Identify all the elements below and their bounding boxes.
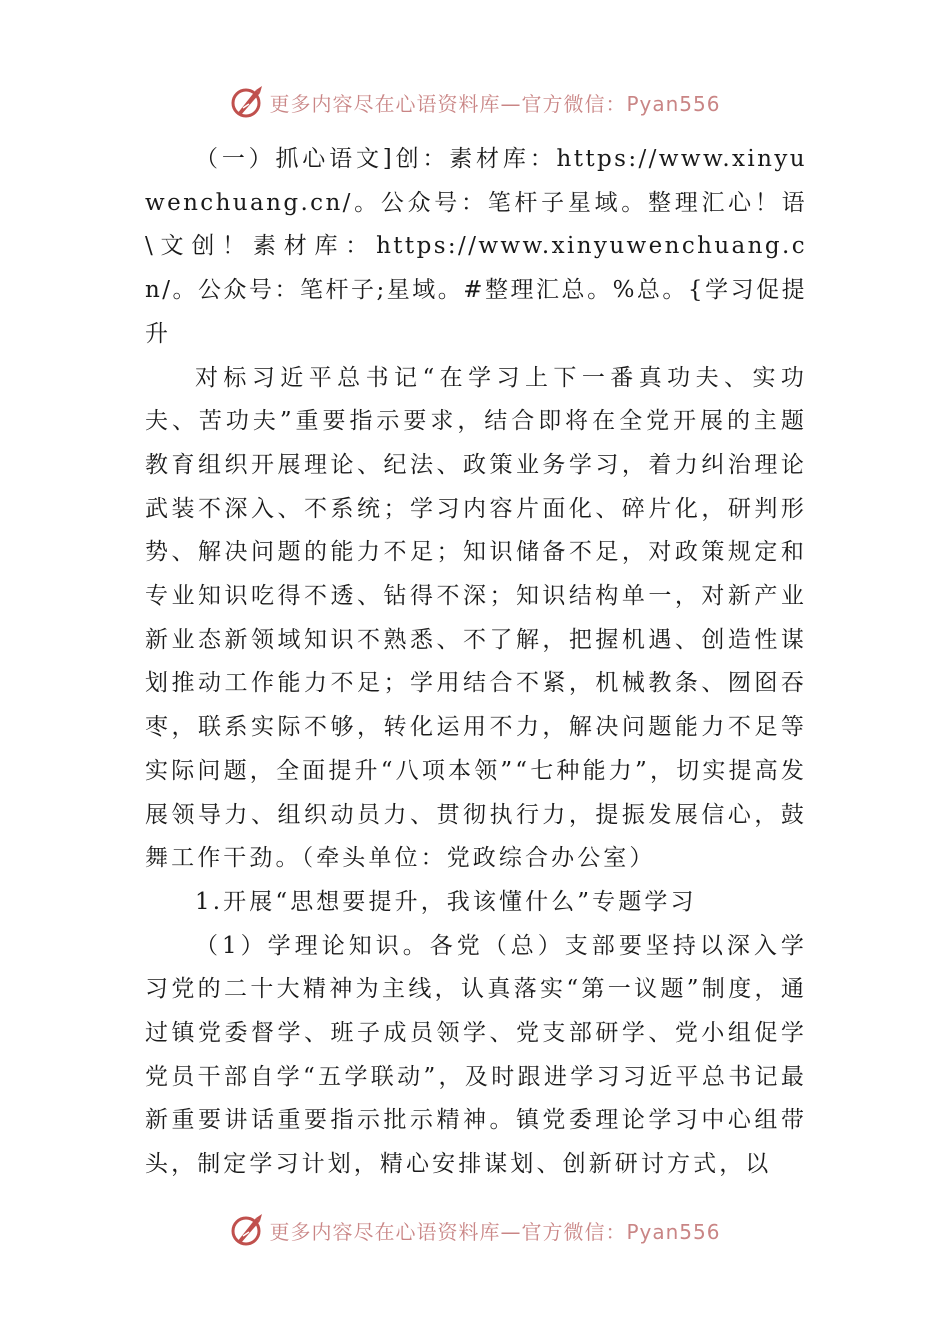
banner-text: 更多内容尽在心语资料库—官方微信：Pyan556 — [269, 91, 721, 116]
footer-banner — [0, 1208, 950, 1252]
subheading-1: 1.开展“思想要提升，我该懂什么”专题学习 — [195, 888, 697, 915]
quill-logo-icon — [229, 1212, 265, 1248]
paragraph-body: 对标习近平总书记“在学习上下一番真功夫、实功夫、苦功夫”重要指示要求，结合即将在全党开展的主题教育组织开展理论、纪法、政策业务学习，着力纠治理论武装不深入、不系统；学习内容片面化、碎片化，研判形势、解决问题的能力不足；知识储备不足，对政策规定和专业知识吃得不透、钻得不深；知识结构单一，对新产业新业态新领域知识不熟悉、不了解，把握机遇、创造性谋划推动工作能力不足；学用结合不紧，机械教条、囫囵吞枣，联系实际不够，转化运用不力，解决问题能力不足等实际问题，全面提升“八项本领”“七种能力”，切实提高发展领导力、组织动员力、贯彻执行力，提振发展信心，鼓舞工作干劲。（牵头单位：党政综合办公室） — [145, 364, 807, 872]
quill-logo-icon — [229, 84, 265, 120]
document-body — [145, 138, 807, 1187]
header-banner — [0, 80, 950, 124]
banner-text: 更多内容尽在心语资料库—官方微信：Pyan556 — [269, 1219, 721, 1244]
paragraph-item-1: （1）学理论知识。各党（总）支部要坚持以深入学习党的二十大精神为主线，认真落实“第一议题”制度，通过镇党委督学、班子成员领学、党支部研学、党小组促学党员干部自学“五学联动”，及时跟进学习习近平总书记最新重要讲话重要指示批示精神。镇党委理论学习中心组带头，制定学习计划，精心安排谋划、创新研讨方式，以 — [145, 932, 807, 1178]
paragraph-heading: （一）抓心语文]创：素材库：https://www.xinyuwenchuang.cn/。公众号：笔杆子星域。整理汇心！语\文创！素材库：https://www.xinyuwenchuang.cn/。公众号：笔杆子;星域。#整理汇总。%总。{学习促提升 — [145, 146, 807, 347]
